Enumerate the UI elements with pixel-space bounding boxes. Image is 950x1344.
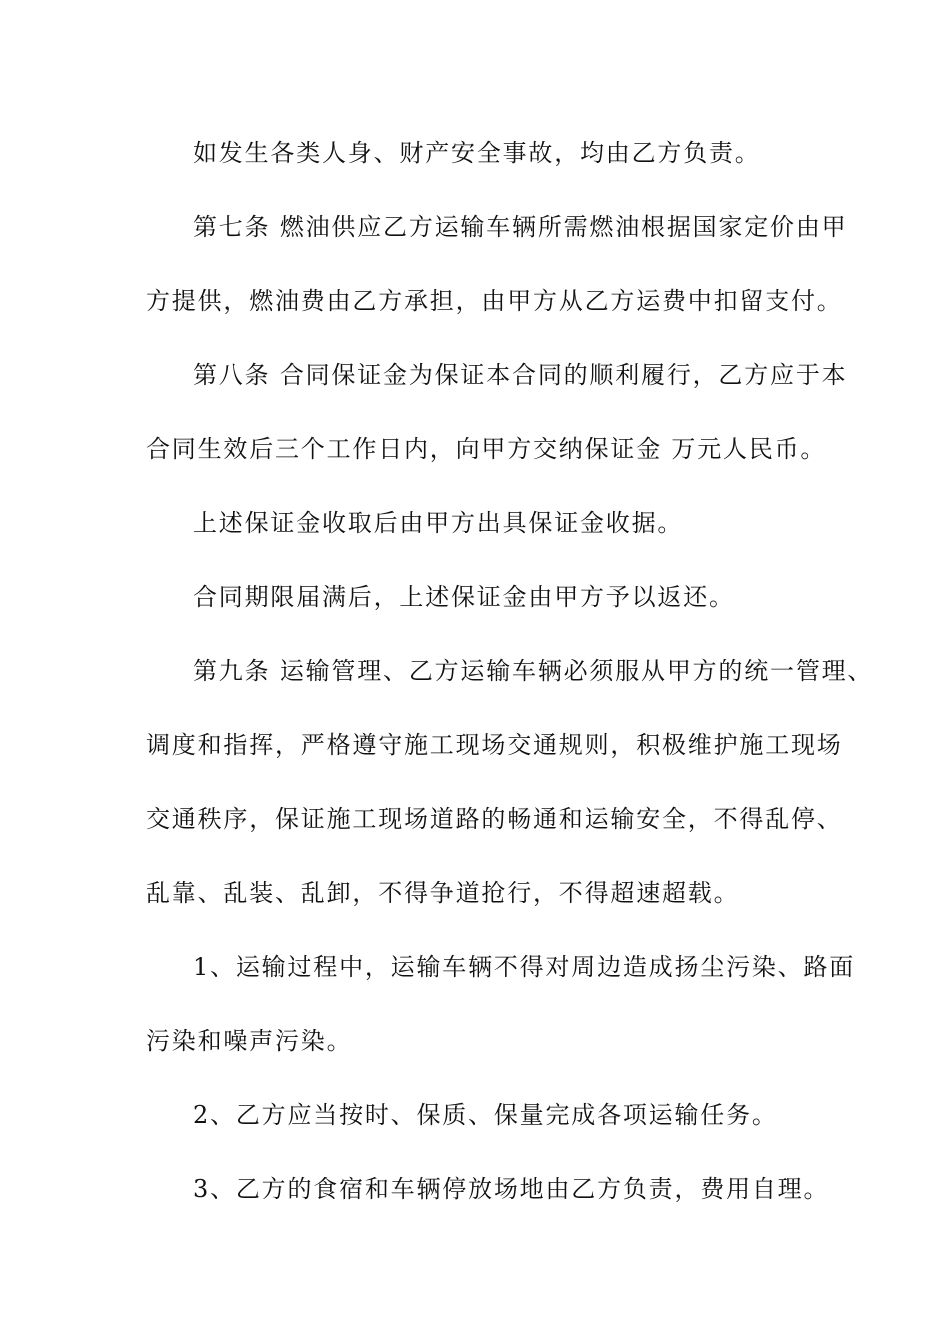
item-1-line-2: 污染和噪声污染。 [146,1027,353,1055]
article-9-line-1: 第九条 运输管理、乙方运输车辆必须服从甲方的统一管理、 [193,657,874,685]
item-3-line: 3、乙方的食宿和车辆停放场地由乙方负责，费用自理。 [193,1175,830,1203]
paragraph-line: 如发生各类人身、财产安全事故，均由乙方负责。 [193,139,761,167]
article-9-line-4: 乱靠、乱装、乱卸，不得争道抢行，不得超速超载。 [146,879,740,907]
deposit-receipt-line: 上述保证金收取后由甲方出具保证金收据。 [193,509,684,537]
deposit-return-line: 合同期限届满后，上述保证金由甲方予以返还。 [193,583,735,611]
article-9-line-3: 交通秩序，保证施工现场道路的畅通和运输安全，不得乱停、 [146,805,843,833]
item-1-line-1: 1、运输过程中，运输车辆不得对周边造成扬尘污染、路面 [193,953,856,981]
article-7-line-1: 第七条 燃油供应乙方运输车辆所需燃油根据国家定价由甲 [193,213,848,241]
article-9-line-2: 调度和指挥，严格遵守施工现场交通规则，积极维护施工现场 [146,731,843,759]
article-7-line-2: 方提供，燃油费由乙方承担，由甲方从乙方运费中扣留支付。 [146,287,843,315]
item-2-line: 2、乙方应当按时、保质、保量完成各项运输任务。 [193,1101,778,1129]
article-8-line-2: 合同生效后三个工作日内，向甲方交纳保证金 万元人民币。 [146,435,827,463]
article-8-line-1: 第八条 合同保证金为保证本合同的顺利履行，乙方应于本 [193,361,848,389]
